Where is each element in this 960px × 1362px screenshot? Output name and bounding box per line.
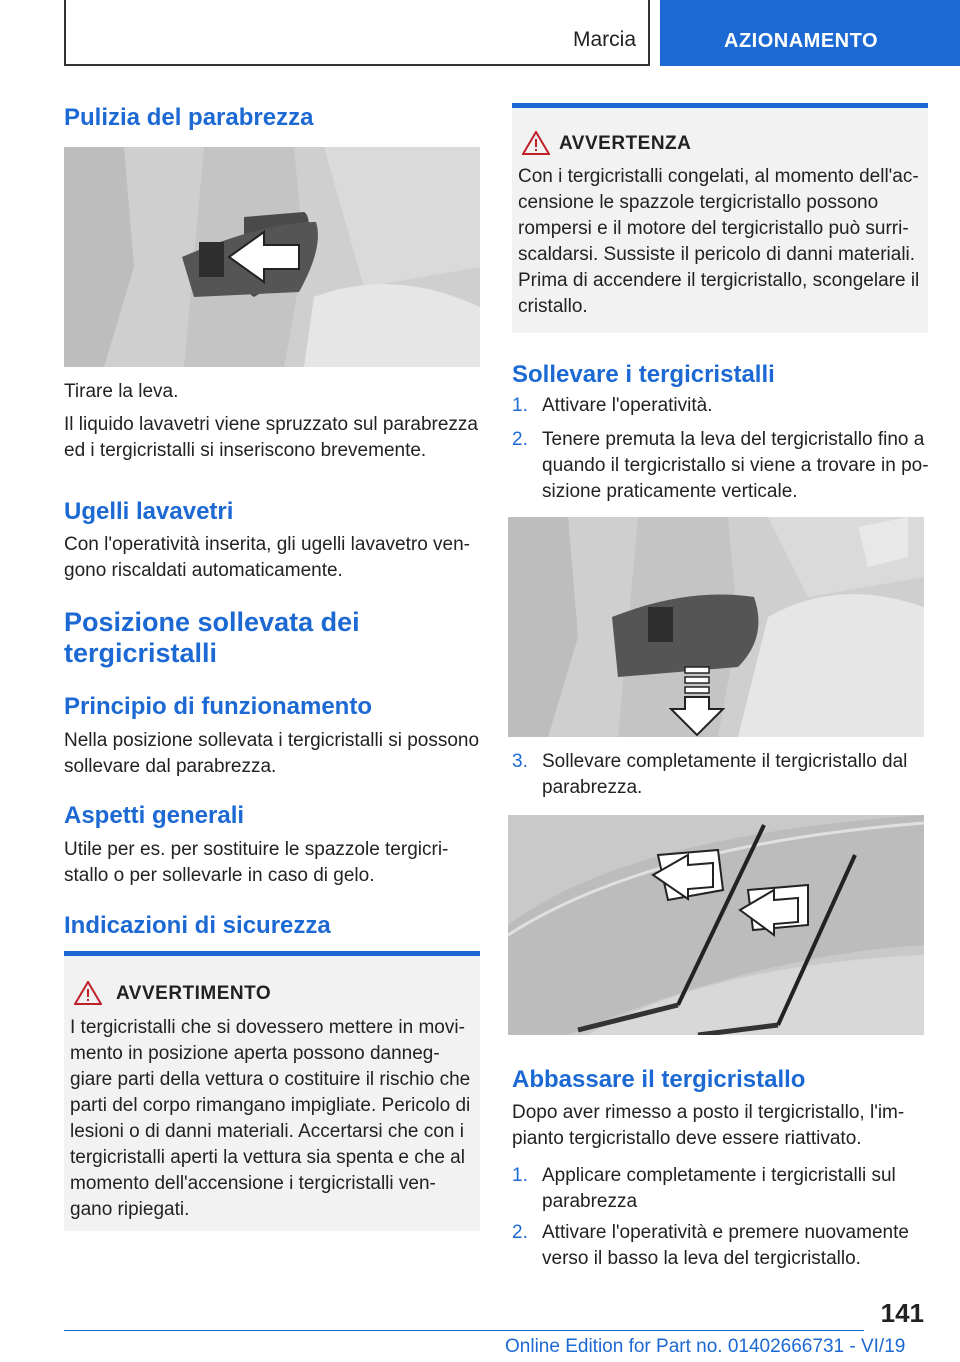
heading-pulizia: Pulizia del parabrezza — [64, 104, 314, 131]
list-item — [512, 749, 930, 801]
warning-title: AVVERTIMENTO — [116, 983, 272, 1004]
warning-line: I tergicristalli che si dovessero mettere in movi‐ — [70, 1017, 465, 1038]
warning-top-bar — [512, 103, 928, 108]
heading-posizione-1: Posizione sollevata dei — [64, 607, 360, 637]
list-text: Attivare l'operatività e premere nuovamente — [542, 1222, 909, 1243]
text-liquido-2: ed i tergicristalli si inseriscono brevemente. — [64, 440, 427, 461]
header-section-title: Marcia — [572, 28, 636, 51]
warning-line: mento in posizione aperta possono danneg‐ — [70, 1043, 440, 1064]
warning-title: AVVERTENZA — [559, 133, 692, 154]
list-text: quando il tergicristallo si viene a trovare in po‐ — [542, 455, 929, 476]
list-item — [512, 1163, 930, 1215]
list-text: sizione praticamente verticale. — [542, 481, 798, 502]
list-number: 2. — [512, 1222, 528, 1243]
warning-box-right — [512, 103, 928, 333]
text-abbassare-1: Dopo aver rimesso a posto il tergicristallo, l'im‐ — [512, 1102, 905, 1123]
warning-line: giare parti della vettura o costituire il rischio che — [70, 1069, 471, 1090]
edition-text: Online Edition for Part no. 01402666731 - VI/19 — [505, 1336, 906, 1357]
heading-abbassare: Abbassare il tergicristallo — [512, 1066, 806, 1093]
text-liquido-1: Il liquido lavavetri viene spruzzato sul parabrezza — [64, 414, 478, 435]
warning-box-left — [64, 951, 480, 1231]
warning-line: cristallo. — [518, 296, 588, 317]
list-number: 2. — [512, 429, 528, 450]
text-aspetti-1: Utile per es. per sostituire le spazzole tergicri‐ — [64, 839, 449, 860]
list-text: Sollevare completamente il tergicristallo dal — [542, 751, 908, 772]
warning-line: Con i tergicristalli congelati, al momento dell'ac‐ — [518, 166, 919, 187]
warning-top-bar — [64, 951, 480, 956]
text-tirare: Tirare la leva. — [64, 381, 179, 402]
list-text: Attivare l'operatività. — [542, 395, 713, 416]
warning-triangle-icon — [522, 131, 550, 155]
list-number: 3. — [512, 751, 528, 772]
warning-line: momento dell'accensione i tergicristalli ven‐ — [70, 1173, 436, 1194]
list-item — [512, 427, 930, 505]
text-principio-1: Nella posizione sollevata i tergicristalli si possono — [64, 730, 480, 751]
heading-sollevare: Sollevare i tergicristalli — [512, 361, 775, 388]
warning-line: censione le spazzole tergicristallo possono — [518, 192, 879, 213]
page-header — [0, 0, 960, 66]
warning-line: tergicristalli aperti la vettura sia spenta e che al — [70, 1147, 465, 1168]
text-ugelli-1: Con l'operatività inserita, gli ugelli lavavetro ven‐ — [64, 534, 470, 555]
windshield-wiper-image — [508, 815, 924, 1035]
warning-triangle-icon — [74, 981, 102, 1005]
list-text: Tenere premuta la leva del tergicristallo fino a — [542, 429, 925, 450]
text-ugelli-2: gono riscaldati automaticamente. — [64, 560, 343, 581]
footer-divider — [64, 1330, 864, 1331]
wiper-lever-image-2 — [508, 517, 924, 737]
warning-line: lesioni o di danni materiali. Accertarsi che con i — [70, 1121, 464, 1142]
warning-line: Prima di accendere il tergicristallo, scongelare il — [518, 270, 920, 291]
header-chapter-box — [660, 0, 960, 66]
list-item — [512, 393, 930, 419]
header-chapter-title: AZIONAMENTO — [724, 30, 879, 52]
text-aspetti-2: stallo o per sollevarle in caso di gelo. — [64, 865, 375, 886]
text-principio-2: sollevare dal parabrezza. — [64, 756, 277, 777]
list-text: Applicare completamente i tergicristalli sul — [542, 1165, 896, 1186]
text-abbassare-2: pianto tergicristallo deve essere riattivato. — [512, 1128, 862, 1149]
heading-posizione-2: tergicristalli — [64, 638, 218, 668]
list-text: parabrezza. — [542, 777, 643, 798]
warning-line: parti del corpo rimangano impigliate. Pericolo di — [70, 1095, 471, 1116]
list-text: parabrezza — [542, 1191, 638, 1212]
page-number: 141 — [880, 1298, 924, 1328]
heading-indicazioni: Indicazioni di sicurezza — [64, 912, 331, 939]
heading-aspetti: Aspetti generali — [64, 802, 245, 829]
warning-line: rompersi e il motore del tergicristallo può surri‐ — [518, 218, 909, 239]
list-number: 1. — [512, 395, 528, 416]
heading-ugelli: Ugelli lavavetri — [64, 498, 234, 525]
wiper-lever-image-1 — [64, 147, 480, 367]
warning-line: scaldarsi. Sussiste il pericolo di danni materiali. — [518, 244, 916, 265]
warning-line: gano ripiegati. — [70, 1199, 190, 1220]
list-number: 1. — [512, 1165, 528, 1186]
heading-principio: Principio di funzionamento — [64, 693, 372, 720]
header-section-box — [64, 0, 650, 66]
list-item — [512, 1220, 930, 1272]
list-text: verso il basso la leva del tergicristallo. — [542, 1248, 861, 1269]
